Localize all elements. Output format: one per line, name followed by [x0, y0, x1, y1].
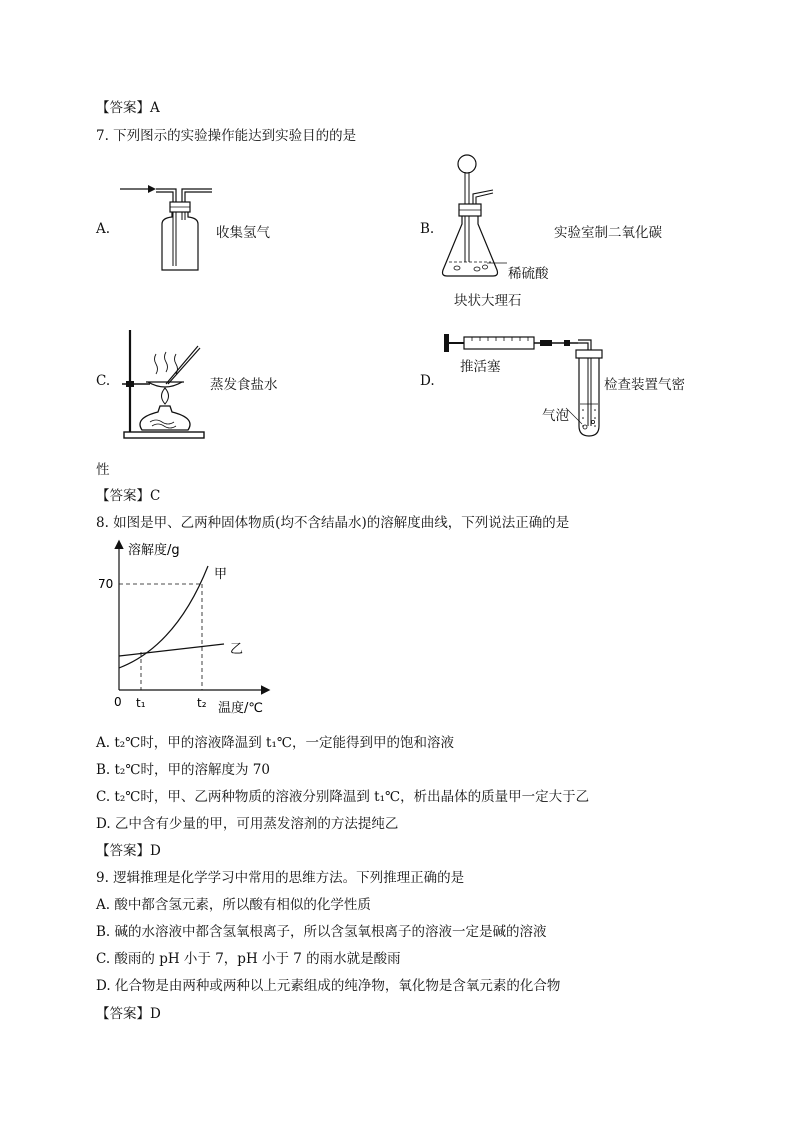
q7-option-c-letter: C. — [96, 373, 111, 389]
q7-evaporation-diagram — [120, 326, 212, 442]
q9-option-a: A. 酸中都含氢元素，所以酸有相似的化学性质 — [96, 897, 371, 913]
chart-legend-yi: 乙 — [230, 642, 244, 657]
q7-option-a-caption: 收集氢气 — [216, 225, 270, 241]
chart-ytick-70: 70 — [98, 577, 114, 591]
answer-q6: 【答案】A — [96, 100, 160, 116]
q7-option-d-caption-tail: 性 — [96, 462, 110, 478]
q8-option-c: C. t₂℃时，甲、乙两种物质的溶液分别降温到 t₁℃，析出晶体的质量甲一定大于乙 — [96, 789, 590, 805]
q8-option-b: B. t₂℃时，甲的溶解度为 70 — [96, 762, 270, 778]
chart-xtick-t2: t₂ — [197, 696, 207, 710]
q7-option-d-label-push: 推活塞 — [460, 359, 501, 375]
q7-option-d-letter: D. — [420, 373, 435, 389]
q9-option-d: D. 化合物是由两种或两种以上元素组成的纯净物，氧化物是含氧元素的化合物 — [96, 978, 561, 994]
q7-option-c-caption: 蒸发食盐水 — [210, 377, 278, 393]
chart-origin-label: 0 — [114, 695, 122, 709]
chart-series-yi — [119, 644, 224, 656]
q7-option-b-label-marble: 块状大理石 — [454, 293, 522, 309]
q7-option-b-letter: B. — [420, 221, 435, 237]
question-9-stem: 9. 逻辑推理是化学学习中常用的思维方法。下列推理正确的是 — [96, 870, 465, 886]
question-8-stem: 8. 如图是甲、乙两种固体物质(均不含结晶水)的溶解度曲线，下列说法正确的是 — [96, 515, 570, 531]
question-7-stem: 7. 下列图示的实验操作能达到实验目的的是 — [96, 128, 357, 144]
q7-option-d-label-bubble: 气泡 — [542, 408, 569, 424]
q8-option-a: A. t₂℃时，甲的溶液降温到 t₁℃，一定能得到甲的饱和溶液 — [96, 735, 454, 751]
answer-q9: 【答案】D — [96, 1006, 161, 1022]
q9-option-c: C. 酸雨的 pH 小于 7，pH 小于 7 的雨水就是酸雨 — [96, 951, 401, 967]
chart-ylabel: 溶解度/g — [128, 543, 180, 558]
chart-xlabel: 温度/℃ — [218, 701, 263, 716]
q7-syringe-diagram — [442, 326, 612, 442]
chart-legend-jia: 甲 — [214, 567, 228, 582]
q7-gas-bottle-diagram — [118, 180, 218, 275]
q9-option-b: B. 碱的水溶液中都含氢氧根离子，所以含氢氧根离子的溶液一定是碱的溶液 — [96, 924, 547, 940]
chart-xtick-t1: t₁ — [136, 696, 146, 710]
q7-option-b-label-acid: 稀硫酸 — [508, 266, 549, 282]
q7-option-d-caption: 检查装置气密 — [604, 377, 685, 393]
answer-q8: 【答案】D — [96, 843, 161, 859]
solubility-curve-chart — [96, 536, 296, 716]
answer-q7: 【答案】C — [96, 488, 161, 504]
q8-option-d: D. 乙中含有少量的甲，可用蒸发溶剂的方法提纯乙 — [96, 816, 399, 832]
chart-series-jia — [119, 566, 208, 668]
q7-option-b-caption: 实验室制二氧化碳 — [554, 225, 662, 241]
q7-option-a-letter: A. — [96, 221, 111, 237]
